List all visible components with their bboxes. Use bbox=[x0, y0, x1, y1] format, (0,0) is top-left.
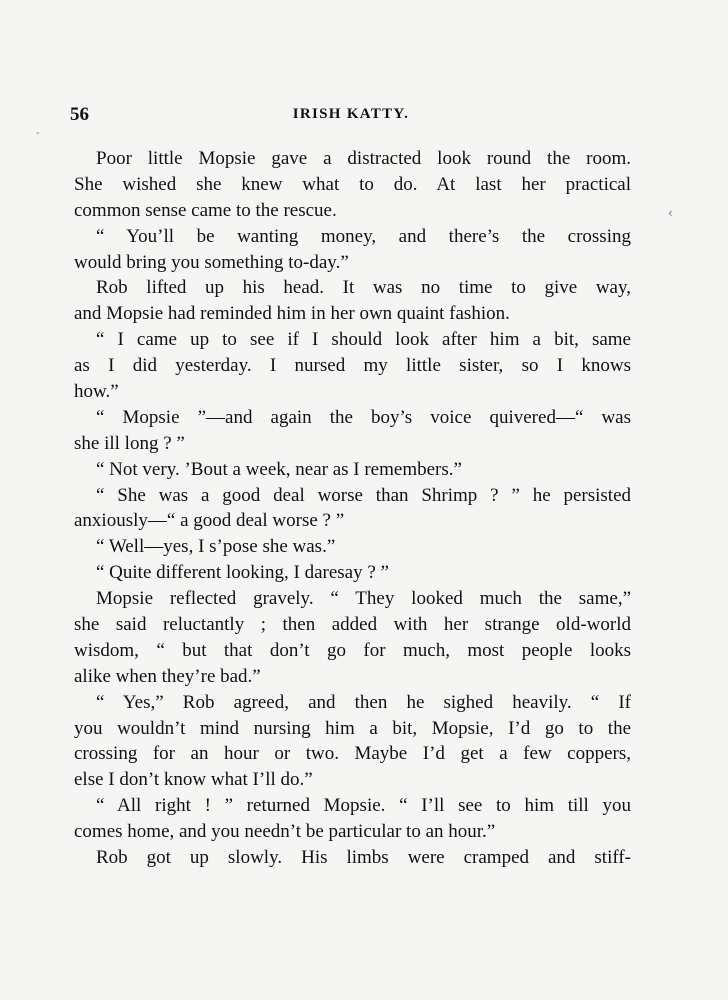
text-line: “ She was a good deal worse than Shrimp ? ” he persisted bbox=[96, 484, 631, 506]
text-line: anxiously—“ a good deal worse ? ” bbox=[74, 510, 345, 532]
text-line: comes home, and you needn’t be particular to an hour.” bbox=[74, 821, 496, 843]
text-line: “ Quite different looking, I daresay ? ” bbox=[96, 562, 389, 584]
text-line: how.” bbox=[74, 381, 119, 403]
text-line: “ Mopsie ”—and again the boy’s voice quivered—“ was bbox=[96, 406, 631, 428]
text-line: She wished she knew what to do. At last her practical bbox=[74, 173, 631, 195]
text-line: Rob got up slowly. His limbs were cramped and stiff- bbox=[96, 847, 631, 869]
text-line: crossing for an hour or two. Maybe I’d get a few coppers, bbox=[74, 743, 631, 765]
text-line: “ You’ll be wanting money, and there’s the crossing bbox=[96, 225, 631, 247]
text-line: you wouldn’t mind nursing him a bit, Mopsie, I’d go to the bbox=[74, 717, 631, 739]
text-line: “ Yes,” Rob agreed, and then he sighed heavily. “ If bbox=[96, 691, 631, 713]
body-text bbox=[74, 146, 631, 871]
text-line: she said reluctantly ; then added with her strange old-world bbox=[74, 614, 631, 636]
text-line: would bring you something to-day.” bbox=[74, 251, 349, 273]
text-line: Poor little Mopsie gave a distracted look round the room. bbox=[96, 148, 631, 169]
text-line: “ Well—yes, I s’pose she was.” bbox=[96, 536, 336, 558]
text-line: “ I came up to see if I should look after him a bit, same bbox=[96, 329, 631, 351]
text-line: she ill long ? ” bbox=[74, 432, 185, 454]
text-line: “ All right ! ” returned Mopsie. “ I’ll see to him till you bbox=[96, 795, 631, 817]
text-line: alike when they’re bad.” bbox=[74, 665, 261, 687]
text-line: common sense came to the rescue. bbox=[74, 199, 337, 221]
page-header bbox=[70, 104, 632, 128]
text-line: and Mopsie had reminded him in her own quaint fashion. bbox=[74, 303, 510, 325]
text-line: as I did yesterday. I nursed my little sister, so I knows bbox=[74, 355, 631, 377]
text-line: Rob lifted up his head. It was no time to give way, bbox=[96, 277, 631, 299]
margin-speck: ‹ bbox=[668, 206, 673, 220]
text-line: Mopsie reflected gravely. “ They looked much the same,” bbox=[96, 588, 631, 610]
margin-speck: - bbox=[36, 128, 40, 139]
text-line: “ Not very. ’Bout a week, near as I remembers.” bbox=[96, 458, 462, 480]
text-line: wisdom, “ but that don’t go for much, most people looks bbox=[74, 639, 631, 661]
running-title: IRISH KATTY. bbox=[292, 106, 410, 122]
text-line: else I don’t know what I’ll do.” bbox=[74, 769, 313, 791]
page-number: 56 bbox=[70, 104, 89, 125]
